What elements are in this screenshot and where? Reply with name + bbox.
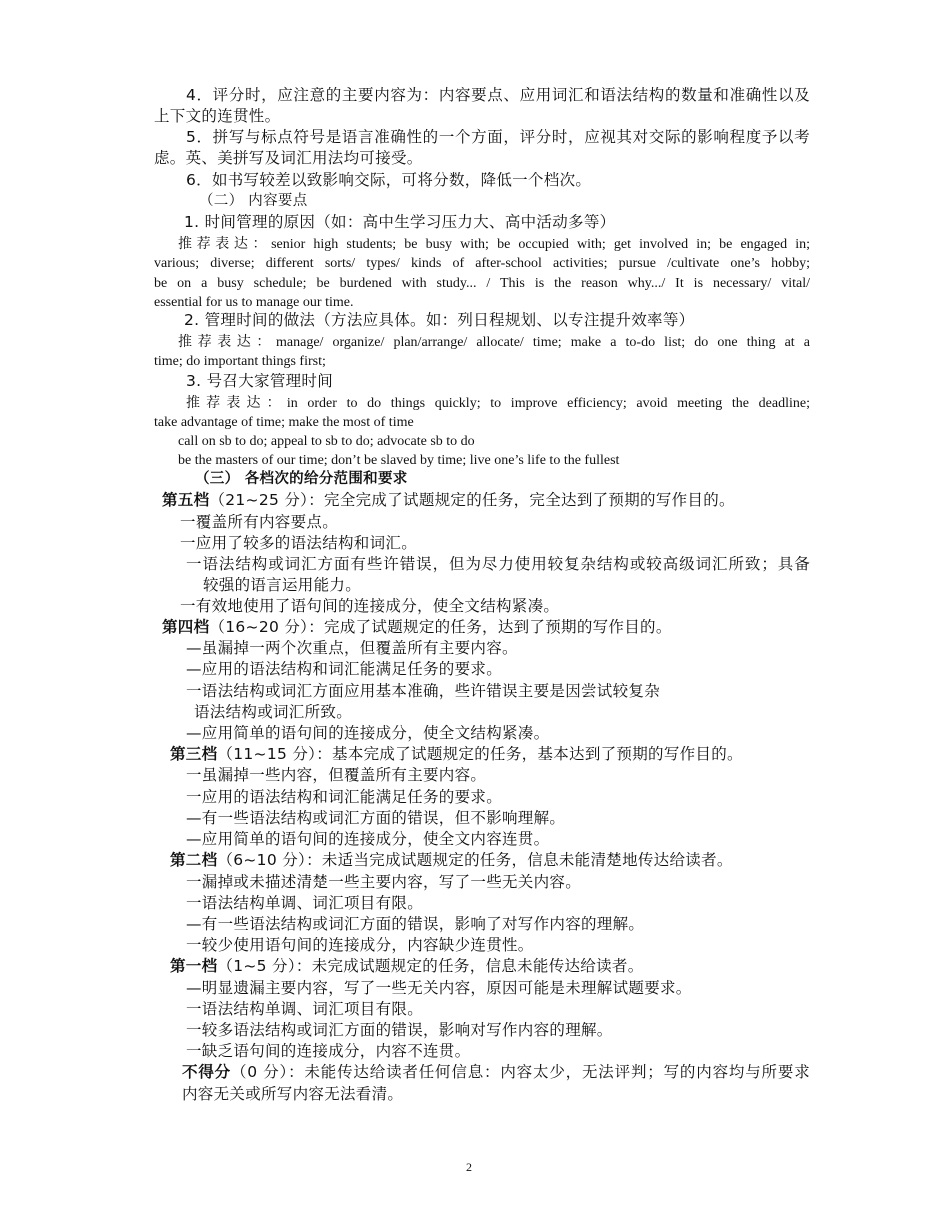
rule-4-line-1: 4．评分时，应注意的主要内容为：内容要点、应用词汇和语法结构的数量和准确性以及 bbox=[186, 86, 810, 104]
point-3-expression-line: take advantage of time; make the most of time bbox=[154, 415, 414, 430]
level-0-heading: 不得分（0 分）：未能传达给读者任何信息：内容太少，无法评判；写的内容均与所要求 bbox=[182, 1063, 810, 1081]
rule-6: 6．如书写较差以致影响交际，可将分数，降低一个档次。 bbox=[186, 171, 592, 189]
point-2-expression-line: time; do important things first; bbox=[154, 354, 326, 369]
level-2-item: 一漏掉或未描述清楚一些主要内容，写了一些无关内容。 bbox=[186, 873, 582, 891]
level-4-item: —虽漏掉一两个次重点，但覆盖所有主要内容。 bbox=[186, 639, 518, 657]
level-4-item: —应用简单的语句间的连接成分，使全文结构紧凑。 bbox=[186, 724, 550, 742]
level-4-heading: 第四档（16~20 分）：完成了试题规定的任务，达到了预期的写作目的。 bbox=[162, 618, 672, 636]
section-2-heading: （二） 内容要点 bbox=[199, 193, 308, 209]
level-1-item: 一语法结构单调、词汇项目有限。 bbox=[186, 1000, 424, 1018]
level-4-item: —应用的语法结构和词汇能满足任务的要求。 bbox=[186, 660, 503, 678]
level-3-item: —有一些语法结构或词汇方面的错误，但不影响理解。 bbox=[186, 809, 566, 827]
level-1-item: —明显遗漏主要内容，写了一些无关内容，原因可能是未理解试题要求。 bbox=[186, 979, 692, 997]
level-4-item: 语法结构或词汇所致。 bbox=[194, 703, 353, 721]
level-2-heading: 第二档（6~10 分）：未适当完成试题规定的任务，信息未能清楚地传达给读者。 bbox=[170, 851, 733, 869]
rule-5-line-2: 虑。英、美拼写及词汇用法均可接受。 bbox=[154, 149, 423, 167]
section-3-heading: （三） 各档次的给分范围和要求 bbox=[195, 471, 408, 487]
point-1-expression-line: be on a busy schedule; be burdened with study... / This is the reason why.../ It is necessary/ vital/ bbox=[154, 276, 810, 291]
level-1-heading: 第一档（1~5 分）：未完成试题规定的任务，信息未能传达给读者。 bbox=[170, 957, 644, 975]
level-3-item: 一虽漏掉一些内容，但覆盖所有主要内容。 bbox=[186, 766, 487, 784]
level-5-heading: 第五档（21~25 分）：完全完成了试题规定的任务，完全达到了预期的写作目的。 bbox=[162, 491, 735, 509]
level-5-item: 一覆盖所有内容要点。 bbox=[180, 513, 339, 531]
level-2-item: —有一些语法结构或词汇方面的错误，影响了对写作内容的理解。 bbox=[186, 915, 645, 933]
point-1-title: 1. 时间管理的原因（如：高中生学习压力大、高中活动多等） bbox=[184, 213, 616, 231]
page-number: 2 bbox=[466, 1160, 472, 1174]
level-2-item: 一较少使用语句间的连接成分，内容缺少连贯性。 bbox=[186, 936, 534, 954]
point-3-expression-line: 推荐表达：in order to do things quickly; to improve efficiency; avoid meeting the deadline; bbox=[186, 396, 810, 411]
level-5-item: 一有效地使用了语句间的连接成分，使全文结构紧凑。 bbox=[180, 597, 560, 615]
level-3-item: —应用简单的语句间的连接成分，使全文内容连贯。 bbox=[186, 830, 550, 848]
point-3-title: 3. 号召大家管理时间 bbox=[186, 372, 334, 390]
point-3-expression-line: be the masters of our time; don’t be slaved by time; live one’s life to the fullest bbox=[178, 453, 620, 468]
level-1-item: 一缺乏语句间的连接成分，内容不连贯。 bbox=[186, 1042, 471, 1060]
level-3-heading: 第三档（11~15 分）：基本完成了试题规定的任务，基本达到了预期的写作目的。 bbox=[170, 745, 743, 763]
level-5-item: 较强的语言运用能力。 bbox=[203, 576, 362, 594]
point-2-expression-line: 推荐表达：manage/ organize/ plan/arrange/ allocate/ time; make a to-do list; do one thing at a bbox=[178, 335, 810, 350]
point-1-expression-line: essential for us to manage our time. bbox=[154, 295, 354, 310]
level-3-item: 一应用的语法结构和词汇能满足任务的要求。 bbox=[186, 788, 503, 806]
level-4-item: 一语法结构或词汇方面应用基本准确，些许错误主要是因尝试较复杂 bbox=[186, 682, 661, 700]
level-1-item: 一较多语法结构或词汇方面的错误，影响对写作内容的理解。 bbox=[186, 1021, 613, 1039]
point-3-expression-line: call on sb to do; appeal to sb to do; advocate sb to do bbox=[178, 434, 475, 449]
point-2-title: 2. 管理时间的做法（方法应具体。如：列日程规划、以专注提升效率等） bbox=[184, 311, 695, 329]
rule-5-line-1: 5．拼写与标点符号是语言准确性的一个方面，评分时，应视其对交际的影响程度予以考 bbox=[186, 128, 810, 146]
rule-4-line-2: 上下文的连贯性。 bbox=[154, 107, 281, 125]
level-5-item: 一语法结构或词汇方面有些许错误，但为尽力使用较复杂结构或较高级词汇所致；具备 bbox=[186, 555, 810, 573]
point-1-expression-line: various; diverse; different sorts/ types/ kinds of after-school activities; pursue /cultivate one’s hobby; bbox=[154, 256, 810, 271]
level-2-item: 一语法结构单调、词汇项目有限。 bbox=[186, 894, 424, 912]
point-1-expression-line: 推荐表达：senior high students; be busy with; be occupied with; get involved in; be engaged in; bbox=[178, 237, 810, 252]
level-5-item: 一应用了较多的语法结构和词汇。 bbox=[180, 534, 418, 552]
level-0-line-2: 内容无关或所写内容无法看清。 bbox=[182, 1085, 404, 1103]
